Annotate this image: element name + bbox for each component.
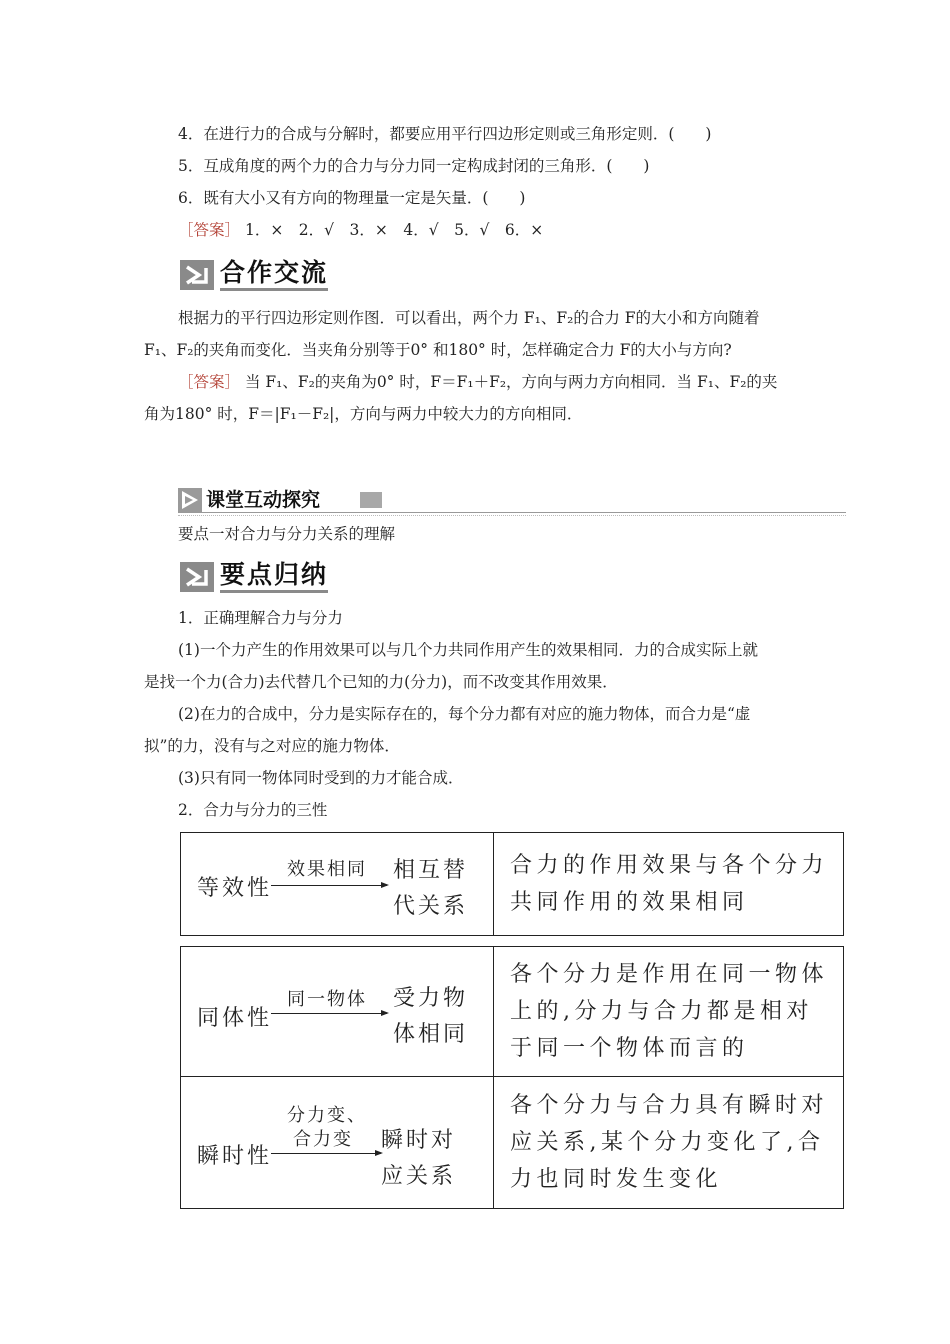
para-1-line-1: (1)一个力产生的作用效果可以与几个力共同作用产生的效果相同．力的合成实际上就 bbox=[178, 641, 758, 659]
arrow-box-icon bbox=[180, 562, 214, 592]
table-row bbox=[181, 947, 844, 1077]
item-heading-1: 1．正确理解合力与分力 bbox=[178, 609, 343, 627]
row-3-condition-2: 合力变 bbox=[293, 1129, 353, 1150]
answer-line-1 bbox=[178, 220, 543, 240]
keypoint-title: 要点一对合力与分力关系的理解 bbox=[178, 525, 396, 543]
row-3-desc-line-2: 应关系,某个分力变化了,合 bbox=[510, 1130, 825, 1155]
answer-2-line-1 bbox=[178, 372, 777, 392]
row-3-desc-line-3: 力也同时发生变化 bbox=[510, 1167, 723, 1192]
cooperate-header bbox=[180, 258, 328, 291]
row-1-left bbox=[181, 833, 494, 936]
para-1-line-2: 是找一个力(合力)去代替几个已知的力(分力)，而不改变其作用效果． bbox=[144, 673, 618, 691]
row-3-result-2: 应关系 bbox=[381, 1164, 457, 1189]
answer-tag: ［答案］ bbox=[178, 221, 241, 239]
cooperate-title: 合作交流 bbox=[220, 258, 328, 291]
section-header bbox=[178, 486, 846, 516]
row-2-result-1: 受力物 bbox=[393, 986, 469, 1011]
table-row bbox=[181, 1077, 844, 1209]
judgment-5: 5．互成角度的两个力的合力与分力同一定构成封闭的三角形．( ) bbox=[178, 157, 650, 175]
row-2-name: 同体性 bbox=[197, 1006, 273, 1031]
para-2-line-1: (2)在力的合成中，分力是实际存在的，每个分力都有对应的施力物体，而合力是“虚 bbox=[178, 705, 751, 723]
question-line-2: F₁、F₂的夹角而变化．当夹角分别等于0° 和180° 时，怎样确定合力 F的大小与方向? bbox=[144, 341, 732, 359]
summary-title: 要点归纳 bbox=[220, 560, 328, 593]
section-rule bbox=[178, 512, 846, 513]
row-3-left bbox=[181, 1077, 494, 1209]
arrow-icon bbox=[271, 1153, 381, 1154]
answer-2-line-2: 角为180° 时，F＝|F₁－F₂|，方向与两力中较大力的方向相同． bbox=[144, 405, 583, 423]
row-1-condition: 效果相同 bbox=[287, 859, 367, 880]
properties-table-2 bbox=[180, 946, 844, 1209]
judgment-4: 4．在进行力的合成与分解时，都要应用平行四边形定则或三角形定则．( ) bbox=[178, 125, 712, 143]
row-3-desc-line-1: 各个分力与合力具有瞬时对 bbox=[510, 1093, 829, 1118]
row-3-result-1: 瞬时对 bbox=[381, 1128, 457, 1153]
row-2-desc-line-3: 于同一个物体而言的 bbox=[510, 1036, 749, 1061]
row-1-result-1: 相互替 bbox=[393, 858, 469, 883]
row-2-desc-line-2: 上的,分力与合力都是相对 bbox=[510, 999, 813, 1024]
row-1-description bbox=[494, 833, 844, 936]
para-2-line-2: 拟”的力，没有与之对应的施力物体． bbox=[144, 737, 400, 755]
row-1-name: 等效性 bbox=[197, 876, 273, 901]
arrow-icon bbox=[271, 885, 387, 886]
row-2-left bbox=[181, 947, 494, 1077]
section-rule-dotted bbox=[178, 515, 846, 516]
row-2-desc-line-1: 各个分力是作用在同一物体 bbox=[510, 962, 829, 987]
row-1-desc-line-1: 合力的作用效果与各个分力 bbox=[510, 853, 829, 878]
answer-2-tag: ［答案］ bbox=[178, 373, 241, 391]
row-3-description bbox=[494, 1077, 844, 1209]
answer-text: 1．× 2．√ 3．× 4．√ 5．√ 6．× bbox=[244, 221, 544, 239]
judgment-6: 6．既有大小又有方向的物理量一定是矢量．( ) bbox=[178, 189, 526, 207]
summary-header bbox=[180, 560, 328, 593]
section-bar bbox=[360, 492, 382, 508]
item-heading-2: 2．合力与分力的三性 bbox=[178, 801, 328, 819]
row-1-desc-line-2: 共同作用的效果相同 bbox=[510, 890, 749, 915]
play-triangle-icon bbox=[178, 488, 202, 512]
row-3-condition-1: 分力变、 bbox=[287, 1105, 367, 1126]
properties-table-1 bbox=[180, 832, 844, 936]
row-2-description bbox=[494, 947, 844, 1077]
question-line-1: 根据力的平行四边形定则作图．可以看出，两个力 F₁、F₂的合力 F的大小和方向随着 bbox=[178, 309, 760, 327]
table-row bbox=[181, 833, 844, 936]
row-1-result-2: 代关系 bbox=[393, 894, 469, 919]
row-2-condition: 同一物体 bbox=[287, 989, 367, 1010]
answer-2-text-1: 当 F₁、F₂的夹角为0° 时，F＝F₁＋F₂，方向与两力方向相同．当 F₁、F₂的夹 bbox=[244, 373, 778, 391]
para-3: (3)只有同一物体同时受到的力才能合成． bbox=[178, 769, 464, 787]
row-3-name: 瞬时性 bbox=[197, 1144, 273, 1169]
arrow-box-icon bbox=[180, 260, 214, 290]
section-title: 课堂互动探究 bbox=[206, 489, 321, 511]
arrow-icon bbox=[271, 1013, 387, 1014]
row-2-result-2: 体相同 bbox=[393, 1022, 469, 1047]
